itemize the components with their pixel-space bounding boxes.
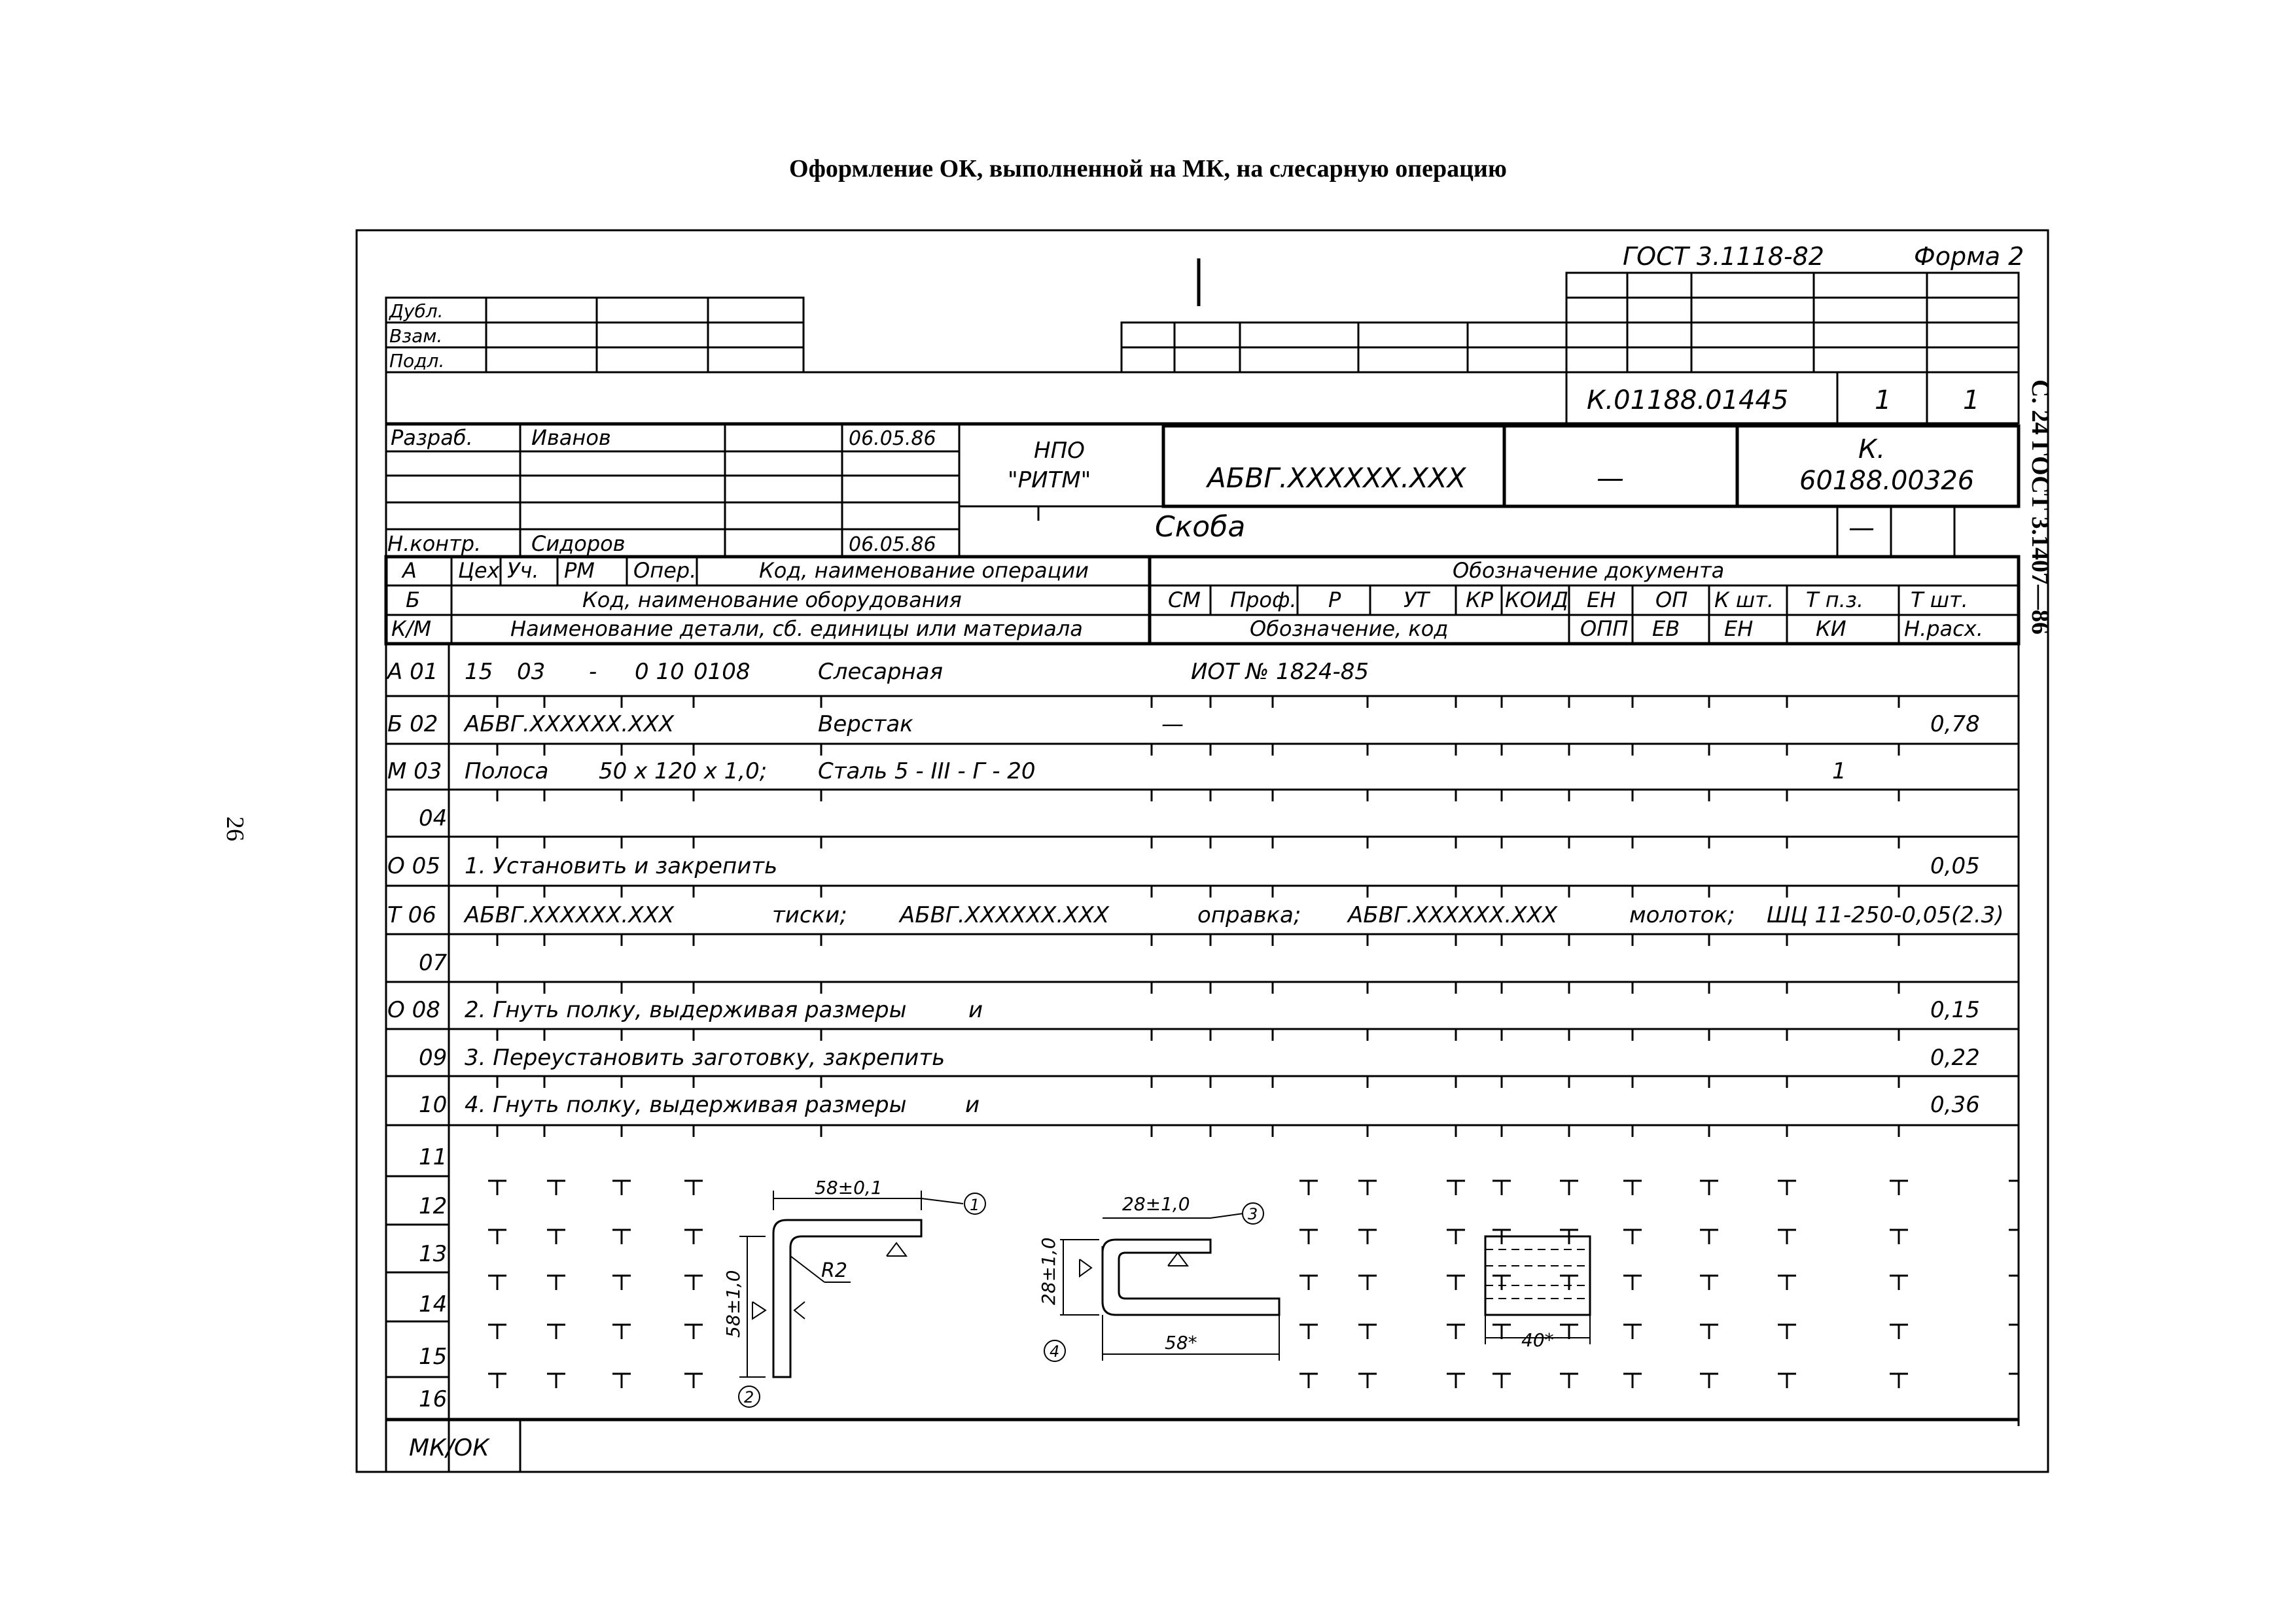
grid-t-mark <box>1890 1230 1908 1244</box>
circle-3: 3 <box>1248 1205 1258 1223</box>
row-label: О 08 <box>387 997 440 1023</box>
row-label: А 01 <box>387 659 438 685</box>
grid-t-mark <box>1358 1181 1377 1195</box>
grid-t-mark <box>1492 1374 1511 1388</box>
row-cell: Верстак <box>818 711 913 737</box>
col-km-5: ЕН <box>1724 616 1754 641</box>
grid-t-mark <box>1299 1230 1318 1244</box>
grid-t-mark <box>1560 1276 1578 1290</box>
grid-t-mark <box>1700 1230 1718 1244</box>
col-a-6: Обозначение документа <box>1453 558 1725 583</box>
razrab-name: Иванов <box>531 425 611 450</box>
grid-t-mark <box>1700 1276 1718 1290</box>
col-km-3: ОПП <box>1580 616 1629 641</box>
row-cell: 1 <box>1832 758 1846 784</box>
row-label: 16 <box>419 1386 448 1412</box>
col-b-8: ЕН <box>1587 587 1616 612</box>
row-label: 12 <box>419 1193 448 1219</box>
circle-2: 2 <box>744 1388 754 1406</box>
row-label: 10 <box>419 1092 448 1118</box>
row-cell: 0 10 <box>635 659 684 685</box>
row-cell: 0,15 <box>1930 997 1980 1023</box>
grid-t-mark <box>1560 1181 1578 1195</box>
col-a-0: А <box>402 558 417 583</box>
grid-t-mark <box>488 1325 506 1339</box>
row-cell: Сталь 5 - III - Г - 20 <box>818 758 1036 784</box>
grid-t-mark <box>1700 1181 1718 1195</box>
row-cell: и <box>968 997 983 1023</box>
grid-t-mark <box>1299 1276 1318 1290</box>
col-a-4: Опер. <box>633 558 697 583</box>
grid-t-mark <box>547 1276 565 1290</box>
col-b-11: Т п.з. <box>1806 587 1863 612</box>
row-cell: 0,22 <box>1930 1045 1980 1071</box>
row-cell: 0,05 <box>1930 853 1980 879</box>
row-cell: 0,36 <box>1930 1092 1980 1118</box>
dim-58-star: 58* <box>1165 1332 1197 1353</box>
circle-4: 4 <box>1050 1342 1060 1361</box>
row-label: 11 <box>419 1144 448 1170</box>
razrab-date: 06.05.86 <box>849 427 936 450</box>
grid-t-mark <box>684 1325 703 1339</box>
col-km-2: Обозначение, код <box>1250 616 1449 641</box>
grid-t-mark <box>1492 1181 1511 1195</box>
row-cell: АБВГ.XXXXXX.XXX <box>1348 902 1558 928</box>
grid-t-mark <box>1890 1181 1908 1195</box>
podl-label: Подл. <box>389 350 445 372</box>
grid-t-mark <box>1492 1325 1511 1339</box>
row-cell: 50 х 120 х 1,0; <box>599 758 768 784</box>
designation: АБВГ.XXXXXX.XXX <box>1207 462 1466 494</box>
col-a-1: Цех <box>458 558 500 583</box>
row-cell: 2. Гнуть полку, выдерживая размеры <box>465 997 907 1023</box>
row-cell: молоток; <box>1629 902 1735 928</box>
col-b-0: Б <box>406 587 420 612</box>
grid-t-mark <box>547 1181 565 1195</box>
row-cell: 3. Переустановить заготовку, закрепить <box>465 1045 945 1071</box>
page-number: 26 <box>221 816 249 841</box>
col-km-7: Н.расх. <box>1904 616 1983 641</box>
col-a-5: Код, наименование операции <box>759 558 1089 583</box>
grid-t-mark <box>1358 1276 1377 1290</box>
row-label: Т 06 <box>387 902 436 928</box>
grid-t-mark <box>1560 1374 1578 1388</box>
row-cell: АБВГ.XXXXXX.XXX <box>900 902 1110 928</box>
row-cell: и <box>965 1092 980 1118</box>
grid-t-mark <box>1623 1181 1642 1195</box>
grid-t-mark <box>1299 1325 1318 1339</box>
side-label: С. 24 ГОСТ 3.1407—86 <box>2026 379 2054 635</box>
col-b-12: Т шт. <box>1911 587 1968 612</box>
doc-code: К.01188.01445 <box>1587 385 1789 415</box>
grid-t-mark <box>1447 1230 1465 1244</box>
dim-r2: R2 <box>821 1259 847 1282</box>
col-b-1: Код, наименование оборудования <box>582 587 962 612</box>
grid-t-mark <box>1778 1230 1796 1244</box>
row-cell: ШЦ 11-250-0,05(2.3) <box>1767 902 2004 928</box>
row-label: 07 <box>419 950 448 976</box>
row-cell: АБВГ.XXXXXX.XXX <box>465 711 675 737</box>
grid-t-mark <box>684 1230 703 1244</box>
org-line2: "РИТМ" <box>1008 467 1091 493</box>
grid-t-mark <box>1890 1325 1908 1339</box>
row-cell: - <box>589 659 597 685</box>
grid-t-mark <box>1700 1325 1718 1339</box>
dim-28-a: 28±1,0 <box>1122 1193 1190 1215</box>
row-cell: 15 <box>465 659 493 685</box>
row-cell: 0108 <box>694 659 751 685</box>
row-cell: — <box>1161 711 1184 737</box>
dubl-label: Дубл. <box>389 300 444 322</box>
col-b-9: ОП <box>1655 587 1688 612</box>
col-b-6: КР <box>1466 587 1494 612</box>
form-label: Форма 2 <box>1914 242 2024 271</box>
grid-t-mark <box>1778 1325 1796 1339</box>
col-km-1: Наименование детали, сб. единицы или материала <box>510 616 1083 641</box>
grid-t-mark <box>1447 1374 1465 1388</box>
page-title: Оформление ОК, выполненной на МК, на слесарную операцию <box>789 155 1507 183</box>
grid-t-mark <box>1447 1325 1465 1339</box>
row-cell: ИОТ № 1824-85 <box>1191 659 1369 685</box>
grid-t-mark <box>1623 1230 1642 1244</box>
row-cell: тиски; <box>772 902 847 928</box>
col-b-10: К шт. <box>1714 587 1774 612</box>
col-km-4: ЕВ <box>1652 616 1680 641</box>
dim-40-star: 40* <box>1521 1329 1554 1351</box>
row-label: 15 <box>419 1344 448 1370</box>
grid-t-mark <box>1358 1325 1377 1339</box>
grid-t-mark <box>1560 1325 1578 1339</box>
grid-t-mark <box>1447 1181 1465 1195</box>
nkontr-label: Н.контр. <box>387 531 482 556</box>
code-line2: 60188.00326 <box>1799 466 1975 496</box>
col-a-3: РМ <box>564 558 595 583</box>
col-km-6: КИ <box>1816 616 1846 641</box>
sheets-total: 1 <box>1963 385 1980 415</box>
grid-t-mark <box>488 1374 506 1388</box>
row-cell: 4. Гнуть полку, выдерживая размеры <box>465 1092 907 1118</box>
circle-1: 1 <box>970 1196 980 1214</box>
grid-t-mark <box>612 1325 631 1339</box>
razrab-label: Разраб. <box>391 425 473 450</box>
col-b-4: Р <box>1328 587 1341 612</box>
row-cell: оправка; <box>1197 902 1301 928</box>
vzam-label: Взам. <box>389 325 443 347</box>
row-label: 09 <box>419 1045 448 1071</box>
row-cell: 0,78 <box>1930 711 1980 737</box>
row-label: 14 <box>419 1291 448 1318</box>
grid-t-mark <box>1623 1276 1642 1290</box>
row-label: О 05 <box>387 853 440 879</box>
col-b-3: Проф. <box>1230 587 1297 612</box>
grid-t-mark <box>684 1181 703 1195</box>
row-cell: Полоса <box>465 758 549 784</box>
grid-t-mark <box>1778 1181 1796 1195</box>
grid-t-mark <box>612 1276 631 1290</box>
col-b-2: СМ <box>1168 587 1201 612</box>
sheet-number: 1 <box>1875 385 1892 415</box>
grid-t-mark <box>1299 1181 1318 1195</box>
col-b-7: КОИД <box>1505 587 1568 612</box>
grid-t-mark <box>1447 1276 1465 1290</box>
code-line1: К. <box>1858 434 1886 464</box>
grid-t-mark <box>684 1374 703 1388</box>
col-a-2: Уч. <box>507 558 539 583</box>
grid-t-mark <box>612 1230 631 1244</box>
grid-t-mark <box>612 1374 631 1388</box>
row-cell: Слесарная <box>818 659 944 685</box>
dim-58-10: 58±1,0 <box>722 1270 744 1338</box>
grid-t-mark <box>547 1325 565 1339</box>
grid-t-mark <box>1358 1230 1377 1244</box>
gost-label: ГОСТ 3.1118-82 <box>1623 242 1824 271</box>
nkontr-date: 06.05.86 <box>849 533 936 556</box>
grid-t-mark <box>1623 1325 1642 1339</box>
row-cell: 1. Установить и закрепить <box>465 853 778 879</box>
grid-t-mark <box>488 1181 506 1195</box>
grid-t-mark <box>488 1230 506 1244</box>
grid-t-mark <box>488 1276 506 1290</box>
grid-t-mark <box>612 1181 631 1195</box>
row-cell: АБВГ.XXXXXX.XXX <box>465 902 675 928</box>
row-cell: 03 <box>517 659 546 685</box>
row-label: М 03 <box>387 758 442 784</box>
dim-28-b: 28±1,0 <box>1038 1237 1059 1305</box>
nkontr-name: Сидоров <box>531 531 626 556</box>
footer-label: МК/ОК <box>409 1435 489 1461</box>
grid-t-mark <box>547 1374 565 1388</box>
row-label: 13 <box>419 1241 448 1267</box>
grid-t-mark <box>1890 1374 1908 1388</box>
grid-t-mark <box>1890 1276 1908 1290</box>
dim-58-01: 58±0,1 <box>815 1177 883 1198</box>
col-b-5: УТ <box>1404 587 1430 612</box>
grid-t-mark <box>1778 1374 1796 1388</box>
designation-dash: — <box>1597 462 1624 494</box>
grid-t-mark <box>1700 1374 1718 1388</box>
grid-t-mark <box>1778 1276 1796 1290</box>
row-label: Б 02 <box>387 711 438 737</box>
row-label: 04 <box>419 805 448 831</box>
grid-t-mark <box>684 1276 703 1290</box>
grid-t-mark <box>1299 1374 1318 1388</box>
part-dash: — <box>1848 513 1875 543</box>
org-line1: НПО <box>1034 438 1085 464</box>
grid-t-mark <box>1358 1374 1377 1388</box>
part-name: Скоба <box>1155 510 1246 544</box>
col-km-0: К/М <box>391 616 432 641</box>
grid-t-mark <box>1623 1374 1642 1388</box>
grid-t-mark <box>547 1230 565 1244</box>
grid-t-mark <box>1492 1276 1511 1290</box>
